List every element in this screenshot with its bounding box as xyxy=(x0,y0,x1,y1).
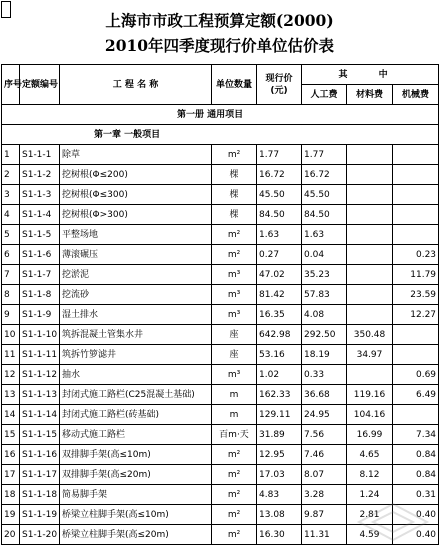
price-table xyxy=(1,64,439,545)
cell-no: 13 xyxy=(2,385,20,405)
cell-machine: 0.31 xyxy=(393,485,439,505)
cell-code: S1-1-8 xyxy=(20,285,60,305)
cell-name: 除草 xyxy=(60,145,212,165)
cell-unit: m² xyxy=(212,505,257,525)
cell-name: 薄滚碾压 xyxy=(60,245,212,265)
table-row xyxy=(2,305,439,325)
cell-unit: 座 xyxy=(212,325,257,345)
header-unit: 单位数量 xyxy=(212,65,257,105)
cell-material xyxy=(347,165,393,185)
cell-no: 19 xyxy=(2,505,20,525)
cell-code: S1-1-1 xyxy=(20,145,60,165)
cell-name: 挖树根(Φ≤200) xyxy=(60,165,212,185)
cell-material: 34.97 xyxy=(347,345,393,365)
cell-price: 1.63 xyxy=(257,225,302,245)
cell-name: 挖树根(Φ≤300) xyxy=(60,185,212,205)
cell-price: 31.89 xyxy=(257,425,302,445)
cell-unit: m³ xyxy=(212,265,257,285)
header-code: 定额编号 xyxy=(20,65,60,105)
cell-material: 104.16 xyxy=(347,405,393,425)
table-row xyxy=(2,385,439,405)
cell-material: 4.59 xyxy=(347,525,393,545)
cell-machine xyxy=(393,205,439,225)
cell-unit: m xyxy=(212,385,257,405)
cell-no: 14 xyxy=(2,405,20,425)
table-row xyxy=(2,145,439,165)
table-row xyxy=(2,185,439,205)
cell-price: 0.27 xyxy=(257,245,302,265)
header-group: 其 中 xyxy=(302,65,439,85)
cell-labor: 7.56 xyxy=(302,425,347,445)
header-no: 序号 xyxy=(2,65,20,105)
cell-price: 12.95 xyxy=(257,445,302,465)
cell-labor: 8.07 xyxy=(302,465,347,485)
cell-labor: 1.63 xyxy=(302,225,347,245)
cell-material: 119.16 xyxy=(347,385,393,405)
cell-unit: m² xyxy=(212,225,257,245)
cell-labor: 84.50 xyxy=(302,205,347,225)
cell-no: 20 xyxy=(2,525,20,545)
cell-price: 17.03 xyxy=(257,465,302,485)
table-row xyxy=(2,405,439,425)
cell-price: 642.98 xyxy=(257,325,302,345)
cell-unit: m² xyxy=(212,245,257,265)
cell-code: S1-1-14 xyxy=(20,405,60,425)
cell-no: 2 xyxy=(2,165,20,185)
cell-name: 封闭式施工路栏(砖基础) xyxy=(60,405,212,425)
cell-price: 13.08 xyxy=(257,505,302,525)
cell-no: 9 xyxy=(2,305,20,325)
table-row xyxy=(2,325,439,345)
cell-machine: 6.49 xyxy=(393,385,439,405)
header-price-line1: 现行价 xyxy=(265,73,293,84)
cell-price: 81.42 xyxy=(257,285,302,305)
cell-material: 16.99 xyxy=(347,425,393,445)
cell-labor: 16.72 xyxy=(302,165,347,185)
header-row-1 xyxy=(2,65,439,85)
table-row xyxy=(2,225,439,245)
cell-name: 双排脚手架(高≤10m) xyxy=(60,445,212,465)
cell-code: S1-1-19 xyxy=(20,505,60,525)
cell-code: S1-1-15 xyxy=(20,425,60,445)
cell-code: S1-1-13 xyxy=(20,385,60,405)
cell-name: 双排脚手架(高≤20m) xyxy=(60,465,212,485)
cell-name: 平整场地 xyxy=(60,225,212,245)
table-row xyxy=(2,345,439,365)
cell-machine: 0.69 xyxy=(393,365,439,385)
cell-name: 筑拆混凝土管集水井 xyxy=(60,325,212,345)
cell-code: S1-1-6 xyxy=(20,245,60,265)
cell-machine: 0.84 xyxy=(393,445,439,465)
header-name: 工 程 名 称 xyxy=(60,65,212,105)
cell-unit: 棵 xyxy=(212,205,257,225)
cell-no: 11 xyxy=(2,345,20,365)
cell-labor: 57.83 xyxy=(302,285,347,305)
cell-machine: 7.34 xyxy=(393,425,439,445)
cell-code: S1-1-10 xyxy=(20,325,60,345)
cell-price: 45.50 xyxy=(257,185,302,205)
title-block xyxy=(0,0,439,64)
cell-code: S1-1-11 xyxy=(20,345,60,365)
cell-material xyxy=(347,305,393,325)
cell-code: S1-1-12 xyxy=(20,365,60,385)
cell-price: 1.77 xyxy=(257,145,302,165)
cell-unit: 百m·天 xyxy=(212,425,257,445)
header-price-line2: (元) xyxy=(270,85,288,96)
cell-no: 16 xyxy=(2,445,20,465)
cell-no: 1 xyxy=(2,145,20,165)
volume-title: 第一册 通用项目 xyxy=(2,105,439,125)
cell-name: 挖流砂 xyxy=(60,285,212,305)
cell-machine: 0.23 xyxy=(393,245,439,265)
cell-labor: 292.50 xyxy=(302,325,347,345)
cell-name: 桥梁立柱脚手架(高≤20m) xyxy=(60,525,212,545)
table-row xyxy=(2,245,439,265)
cell-machine: 0.40 xyxy=(393,525,439,545)
cell-no: 12 xyxy=(2,365,20,385)
cell-unit: 座 xyxy=(212,345,257,365)
cell-unit: m² xyxy=(212,485,257,505)
table-row xyxy=(2,165,439,185)
cell-code: S1-1-16 xyxy=(20,445,60,465)
cell-name: 封闭式施工路栏(C25混凝土基础) xyxy=(60,385,212,405)
cell-name: 挖树根(Φ>300) xyxy=(60,205,212,225)
cell-price: 84.50 xyxy=(257,205,302,225)
cell-name: 湿土排水 xyxy=(60,305,212,325)
cell-unit: 棵 xyxy=(212,165,257,185)
cell-unit: m² xyxy=(212,445,257,465)
cell-code: S1-1-2 xyxy=(20,165,60,185)
cell-code: S1-1-9 xyxy=(20,305,60,325)
cell-no: 7 xyxy=(2,265,20,285)
cell-no: 15 xyxy=(2,425,20,445)
cell-price: 16.72 xyxy=(257,165,302,185)
volume-row xyxy=(2,105,439,125)
cell-unit: m² xyxy=(212,145,257,165)
cell-price: 4.83 xyxy=(257,485,302,505)
cell-machine: 23.59 xyxy=(393,285,439,305)
cell-material: 2.81 xyxy=(347,505,393,525)
cell-price: 16.30 xyxy=(257,525,302,545)
header-material: 材料费 xyxy=(347,85,393,105)
cell-machine: 11.79 xyxy=(393,265,439,285)
cell-material: 8.12 xyxy=(347,465,393,485)
cell-price: 16.35 xyxy=(257,305,302,325)
cell-no: 4 xyxy=(2,205,20,225)
cell-material xyxy=(347,225,393,245)
chapter-row xyxy=(2,125,439,145)
cell-code: S1-1-5 xyxy=(20,225,60,245)
table-row xyxy=(2,205,439,225)
cell-material xyxy=(347,365,393,385)
header-machine: 机械费 xyxy=(393,85,439,105)
table-row xyxy=(2,365,439,385)
cell-unit: m xyxy=(212,405,257,425)
document-subtitle: 2010年四季度现行价单位估价表 xyxy=(104,36,335,55)
header-labor: 人工费 xyxy=(302,85,347,105)
cell-labor: 3.28 xyxy=(302,485,347,505)
cell-machine xyxy=(393,145,439,165)
cell-unit: m² xyxy=(212,465,257,485)
cell-price: 129.11 xyxy=(257,405,302,425)
cell-machine: 0.40 xyxy=(393,505,439,525)
cell-name: 简易脚手架 xyxy=(60,485,212,505)
table-row xyxy=(2,445,439,465)
table-row xyxy=(2,465,439,485)
cell-machine xyxy=(393,325,439,345)
cell-unit: m² xyxy=(212,525,257,545)
cell-name: 移动式施工路栏 xyxy=(60,425,212,445)
table-row xyxy=(2,425,439,445)
cell-price: 1.02 xyxy=(257,365,302,385)
cell-code: S1-1-17 xyxy=(20,465,60,485)
chapter-title: 第一章 一般项目 xyxy=(2,125,439,145)
cell-unit: m³ xyxy=(212,305,257,325)
cell-labor: 18.19 xyxy=(302,345,347,365)
cell-no: 5 xyxy=(2,225,20,245)
cell-labor: 45.50 xyxy=(302,185,347,205)
cell-labor: 11.31 xyxy=(302,525,347,545)
cell-no: 17 xyxy=(2,465,20,485)
cell-labor: 4.08 xyxy=(302,305,347,325)
cell-machine xyxy=(393,185,439,205)
cell-no: 8 xyxy=(2,285,20,305)
table-row xyxy=(2,265,439,285)
cell-name: 桥梁立柱脚手架(高≤10m) xyxy=(60,505,212,525)
cell-labor: 35.23 xyxy=(302,265,347,285)
cell-material xyxy=(347,285,393,305)
cell-labor: 36.68 xyxy=(302,385,347,405)
cell-material: 350.48 xyxy=(347,325,393,345)
table-row xyxy=(2,285,439,305)
cell-name: 挖淤泥 xyxy=(60,265,212,285)
cell-labor: 24.95 xyxy=(302,405,347,425)
cell-labor: 0.04 xyxy=(302,245,347,265)
cell-labor: 7.46 xyxy=(302,445,347,465)
cell-machine xyxy=(393,345,439,365)
cell-material: 1.24 xyxy=(347,485,393,505)
cell-material xyxy=(347,265,393,285)
cell-machine: 0.84 xyxy=(393,465,439,485)
cell-price: 47.02 xyxy=(257,265,302,285)
cell-labor: 0.33 xyxy=(302,365,347,385)
cell-machine: 12.27 xyxy=(393,305,439,325)
cell-material: 4.65 xyxy=(347,445,393,465)
cell-code: S1-1-20 xyxy=(20,525,60,545)
cell-no: 3 xyxy=(2,185,20,205)
cell-unit: m³ xyxy=(212,365,257,385)
cell-no: 6 xyxy=(2,245,20,265)
cell-machine xyxy=(393,165,439,185)
cell-material xyxy=(347,145,393,165)
cell-code: S1-1-3 xyxy=(20,185,60,205)
cell-no: 18 xyxy=(2,485,20,505)
cell-no: 10 xyxy=(2,325,20,345)
cell-material xyxy=(347,205,393,225)
cell-machine xyxy=(393,225,439,245)
cell-code: S1-1-4 xyxy=(20,205,60,225)
cell-labor: 1.77 xyxy=(302,145,347,165)
cell-price: 162.33 xyxy=(257,385,302,405)
document-title: 上海市市政工程预算定额(2000) xyxy=(105,11,334,30)
cell-unit: m³ xyxy=(212,285,257,305)
cell-name: 筑拆竹箩滤井 xyxy=(60,345,212,365)
cell-price: 53.16 xyxy=(257,345,302,365)
header-price xyxy=(257,65,302,105)
watermark-logo-icon xyxy=(353,500,433,548)
cell-material xyxy=(347,185,393,205)
cell-code: S1-1-7 xyxy=(20,265,60,285)
cell-material xyxy=(347,245,393,265)
cell-name: 抽水 xyxy=(60,365,212,385)
cell-code: S1-1-18 xyxy=(20,485,60,505)
cell-unit: 棵 xyxy=(212,185,257,205)
cell-labor: 9.87 xyxy=(302,505,347,525)
cell-machine xyxy=(393,405,439,425)
